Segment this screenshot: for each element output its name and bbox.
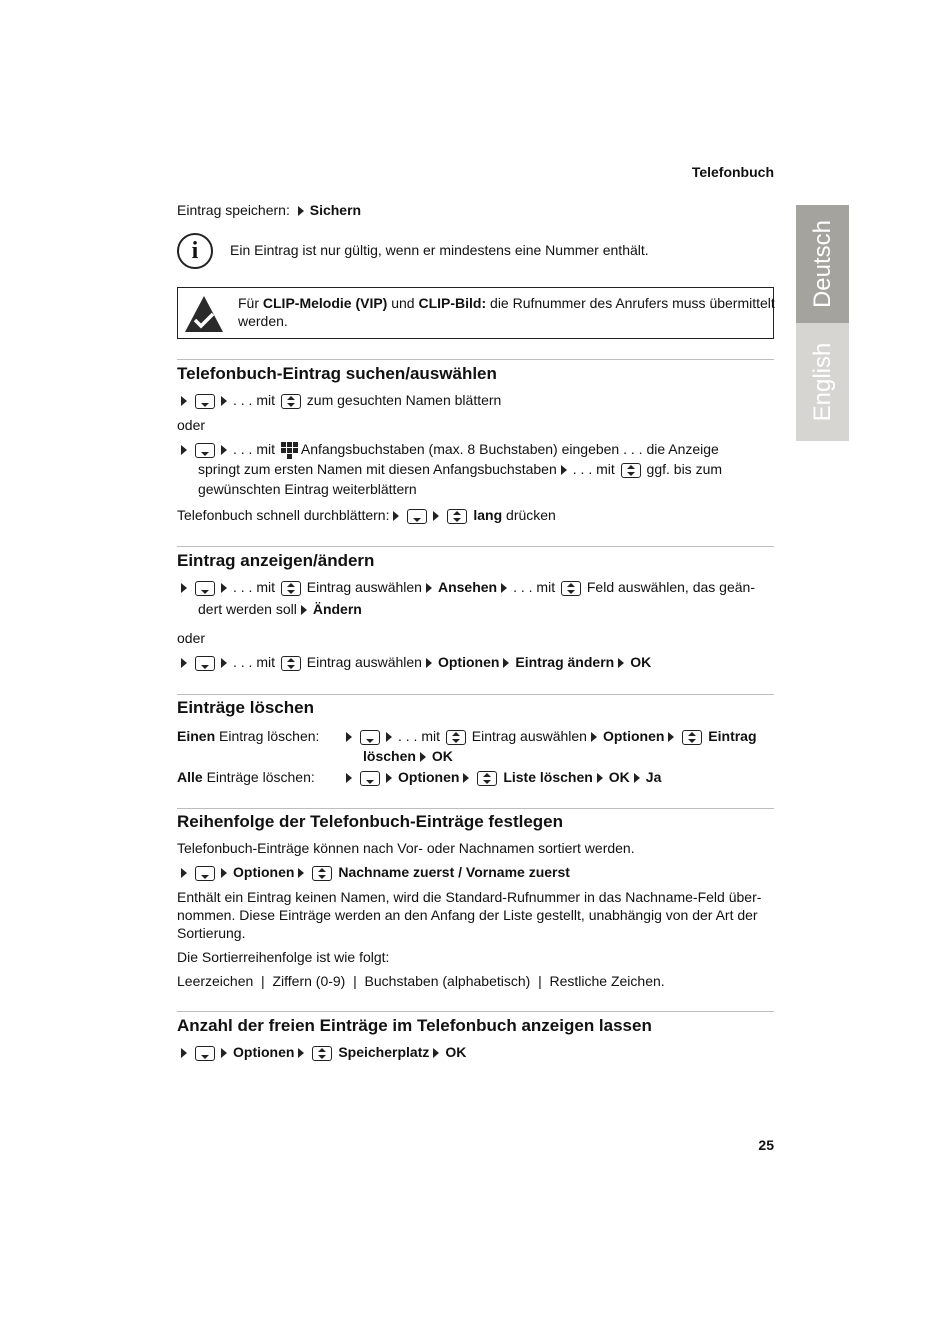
- arrow-icon: [433, 1048, 439, 1058]
- or-text: oder: [177, 630, 206, 646]
- arrow-icon: [298, 1048, 304, 1058]
- tab-deutsch-label: Deutsch: [808, 219, 836, 309]
- arrow-icon: [181, 1048, 187, 1058]
- nav-key-down-icon: [360, 730, 380, 745]
- arrow-icon: [346, 773, 352, 783]
- instruction-line: . . . mit Eintrag auswählen Optionen Eintrag: [342, 727, 757, 746]
- nav-key-updown-icon: [561, 581, 581, 596]
- nav-key-updown-icon: [621, 463, 641, 478]
- paragraph: Sortierung.: [177, 925, 246, 941]
- tab-english[interactable]: [796, 323, 849, 441]
- arrow-icon: [298, 868, 304, 878]
- section-title: Einträge löschen: [177, 698, 314, 717]
- nav-key-updown-icon: [281, 656, 301, 671]
- tab-english-label: English: [808, 342, 836, 422]
- nav-key-updown-icon: [446, 730, 466, 745]
- instruction-line: Optionen Nachname zuerst / Vorname zuerst: [177, 863, 570, 882]
- save-line: [177, 201, 361, 220]
- arrow-icon: [346, 732, 352, 742]
- nav-key-down-icon: [195, 394, 215, 409]
- arrow-icon: [591, 732, 597, 742]
- nav-key-down-icon: [195, 581, 215, 596]
- instruction-line: Optionen Speicherplatz OK: [177, 1043, 466, 1062]
- section-title: Eintrag anzeigen/ändern: [177, 551, 375, 570]
- nav-key-updown-icon: [312, 1046, 332, 1061]
- nav-key-updown-icon: [312, 866, 332, 881]
- arrow-icon: [501, 583, 507, 593]
- arrow-icon: [668, 732, 674, 742]
- arrow-icon: [386, 732, 392, 742]
- arrow-icon: [386, 773, 392, 783]
- instruction-line: dert werden soll Ändern: [198, 601, 362, 617]
- arrow-icon: [221, 658, 227, 668]
- arrow-icon: [181, 396, 187, 406]
- arrow-icon: [634, 773, 640, 783]
- arrow-icon: [221, 445, 227, 455]
- arrow-icon: [463, 773, 469, 783]
- arrow-icon: [221, 583, 227, 593]
- arrow-icon: [561, 465, 567, 475]
- nav-key-down-icon: [195, 443, 215, 458]
- info-note: Ein Eintrag ist nur gültig, wenn er mindestens eine Nummer enthält.: [230, 242, 649, 258]
- arrow-icon: [393, 511, 399, 521]
- arrow-icon: [221, 1048, 227, 1058]
- arrow-icon: [433, 511, 439, 521]
- tab-deutsch[interactable]: [796, 205, 849, 323]
- instruction-line: Telefonbuch schnell durchblättern: lang drücken: [177, 507, 556, 523]
- section-title: Telefonbuch-Eintrag suchen/auswählen: [177, 364, 497, 383]
- warning-text-line2: werden.: [238, 313, 288, 329]
- instruction-line: gewünschten Eintrag weiterblättern: [198, 481, 417, 497]
- instruction-line: . . . mit zum gesuchten Namen blättern: [177, 391, 501, 410]
- instruction-line: . . . mit Anfangsbuchstaben (max. 8 Buchstaben) eingeben . . . die Anzeige: [177, 440, 719, 459]
- arrow-icon: [503, 658, 509, 668]
- delete-one-label: Einen Eintrag löschen:: [177, 728, 320, 744]
- arrow-icon: [181, 583, 187, 593]
- instruction-line: Optionen Liste löschen OK Ja: [342, 768, 661, 787]
- divider: [177, 546, 774, 547]
- language-tabs: [796, 205, 849, 441]
- nav-key-down-icon: [195, 1046, 215, 1061]
- nav-key-updown-icon: [682, 730, 702, 745]
- paragraph: nommen. Diese Einträge werden an den Anfang der Liste gestellt, unabhängig von der Art der: [177, 907, 758, 923]
- paragraph: Enthält ein Eintrag keinen Namen, wird die Standard-Rufnummer in das Nachname-Feld über-: [177, 889, 762, 905]
- arrow-icon: [181, 868, 187, 878]
- arrow-icon: [426, 583, 432, 593]
- arrow-icon: [426, 658, 432, 668]
- nav-key-down-icon: [407, 509, 427, 524]
- arrow-icon: [298, 206, 304, 216]
- paragraph: Telefonbuch-Einträge können nach Vor- oder Nachnamen sortiert werden.: [177, 840, 635, 856]
- divider: [177, 808, 774, 809]
- delete-all-label: Alle Einträge löschen:: [177, 769, 315, 785]
- arrow-icon: [420, 752, 426, 762]
- arrow-icon: [597, 773, 603, 783]
- keypad-icon: [281, 442, 299, 459]
- arrow-icon: [221, 396, 227, 406]
- arrow-icon: [181, 658, 187, 668]
- instruction-line: . . . mit Eintrag auswählen Optionen Eintrag ändern OK: [177, 653, 651, 672]
- nav-key-down-icon: [360, 771, 380, 786]
- nav-key-updown-icon: [477, 771, 497, 786]
- warning-check-icon: [183, 294, 225, 334]
- nav-key-updown-icon: [281, 394, 301, 409]
- divider: [177, 694, 774, 695]
- arrow-icon: [301, 605, 307, 615]
- warning-text-line1: Für CLIP-Melodie (VIP) und CLIP-Bild: die Rufnummer des Anrufers muss übermittelt: [238, 295, 775, 311]
- nav-key-updown-icon: [281, 581, 301, 596]
- section-title: Anzahl der freien Einträge im Telefonbuch anzeigen lassen: [177, 1016, 652, 1035]
- sort-order: Leerzeichen | Ziffern (0-9) | Buchstaben (alphabetisch) | Restliche Zeichen.: [177, 973, 665, 989]
- save-label: Eintrag speichern:: [177, 202, 290, 218]
- nav-key-updown-icon: [447, 509, 467, 524]
- instruction-line: löschen OK: [363, 748, 453, 764]
- arrow-icon: [618, 658, 624, 668]
- arrow-icon: [221, 868, 227, 878]
- or-text: oder: [177, 417, 206, 433]
- running-header: Telefonbuch: [691, 164, 774, 180]
- paragraph: Die Sortierreihenfolge ist wie folgt:: [177, 949, 390, 965]
- divider: [177, 1011, 774, 1012]
- arrow-icon: [181, 445, 187, 455]
- instruction-line: springt zum ersten Namen mit diesen Anfangsbuchstaben . . . mit ggf. bis zum: [198, 461, 723, 477]
- instruction-line: . . . mit Eintrag auswählen Ansehen . . . mit Feld auswählen, das geän-: [177, 578, 755, 597]
- save-action: Sichern: [309, 202, 362, 218]
- page-number: 25: [758, 1137, 774, 1153]
- info-icon: i: [177, 233, 213, 269]
- nav-key-down-icon: [195, 656, 215, 671]
- section-title: Reihenfolge der Telefonbuch-Einträge festlegen: [177, 812, 564, 831]
- divider: [177, 359, 774, 360]
- nav-key-down-icon: [195, 866, 215, 881]
